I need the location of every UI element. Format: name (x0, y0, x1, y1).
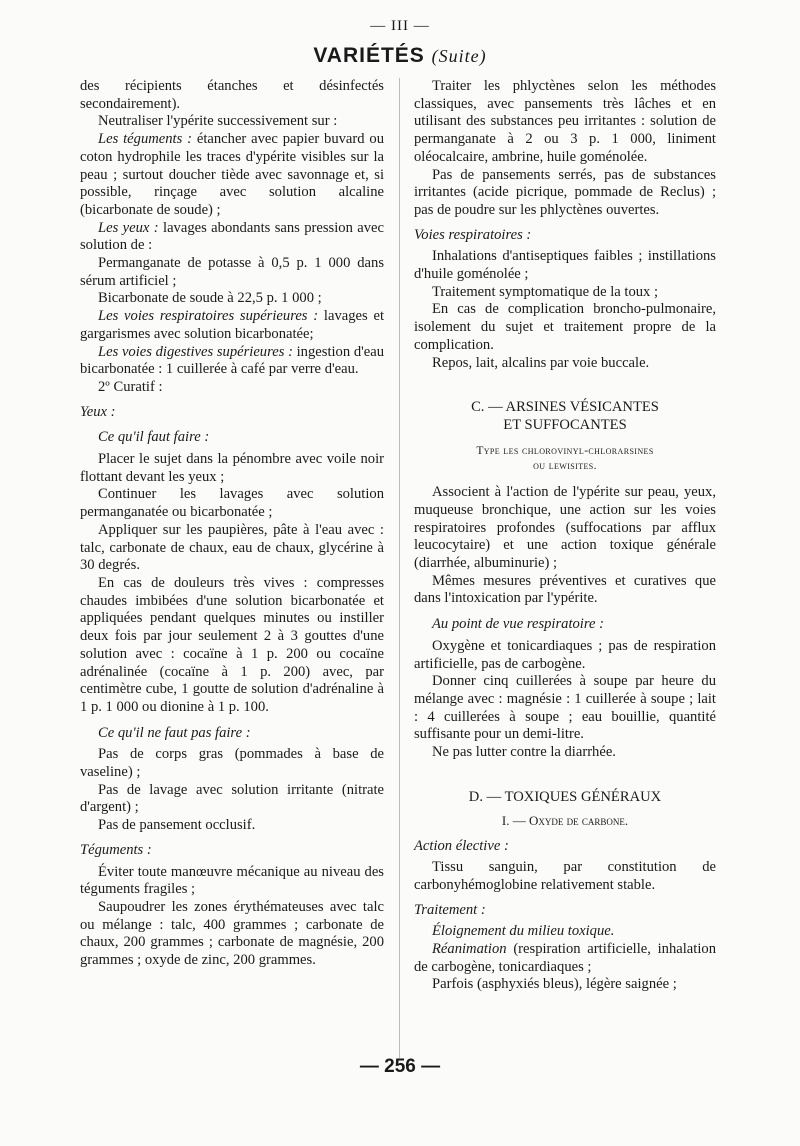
section-heading: Téguments : (80, 841, 152, 858)
subsection-heading: Ce qu'il faut faire : (98, 429, 210, 446)
paragraph: Pas de pansements serrés, pas de substances irritantes (acide picrique, pommade de Reclus) ; pas de poudre sur les phlyctènes ouvertes. (414, 166, 716, 218)
subsection-heading: Ce qu'il ne faut pas faire : (98, 724, 251, 741)
paragraph (80, 344, 384, 379)
paragraph: Permanganate de potasse à 0,5 p. 1 000 dans sérum artificiel ; (80, 255, 384, 289)
page-number: — 256 — (359, 1056, 441, 1077)
paragraph: Mêmes mesures préventives et curatives que dans l'intoxication par l'ypérite. (414, 572, 716, 607)
paragraph (414, 941, 716, 976)
paragraph: Pas de corps gras (pommades à base de vaseline) ; (80, 746, 384, 781)
paragraph: Neutraliser l'ypérite successivement sur : (98, 113, 338, 130)
paragraph: Associent à l'action de l'ypérite sur peau, yeux, muqueuse bronchique, une action sur les voies respiratoires profondes (suffocations par afflux leucocytaire) et une action toxique générale (diarrhée, albuminurie) ; (414, 484, 716, 572)
paragraph: Pas de pansement occlusif. (98, 817, 256, 834)
paragraph: Oxygène et tonicardiaques ; pas de respiration artificielle, pas de carbogène. (414, 637, 716, 672)
inline-label: Les voies digestives supérieures : (98, 343, 293, 360)
paragraph: Bicarbonate de soude à 22,5 p. 1 000 ; (98, 290, 322, 307)
paragraph: Éviter toute manœuvre mécanique au niveau des téguments fragiles ; (80, 863, 384, 898)
column-divider (399, 78, 400, 1058)
inline-label: Réanimation (432, 941, 507, 958)
paragraph: Appliquer sur les paupières, pâte à l'eau avec : talc, carbonate de chaux, eau de chaux, glycérine à 30 degrés. (80, 521, 384, 574)
paragraph: Inhalations d'antiseptiques faibles ; instillations d'huile goménolée ; (414, 248, 716, 283)
paragraph (80, 131, 384, 220)
section-title-d: D. — TOXIQUES GÉNÉRAUX (468, 788, 662, 805)
section-heading: Yeux : (80, 403, 116, 420)
inline-text: lavages et gargarismes avec solution bicarbonatée; (80, 308, 385, 342)
paragraph: Saupoudrer les zones érythémateuses avec talc ou mélange : talc, 400 grammes ; carbonate de chaux, 200 grammes ; carbonate de magnésie, 200 grammes ; oxyde de zinc, 200 grammes. (80, 898, 384, 969)
paragraph: Pas de lavage avec solution irritante (nitrate d'argent) ; (80, 781, 384, 816)
paragraph: Parfois (asphyxiés bleus), légère saignée ; (432, 976, 677, 993)
inline-text: ingestion d'eau bicarbonatée : 1 cuillerée à café par verre d'eau. (80, 343, 384, 378)
paragraph: Traitement symptomatique de la toux ; (432, 283, 659, 300)
inline-text: étancher avec papier buvard ou coton hydrophile les traces d'ypérite visibles sur la peau ; surtout doucher tiède avec savonnage et, si possible, rinçage avec solution alcaline (bicarbonate de soude) ; (80, 131, 384, 218)
section-title-line: C. — ARSINES VÉSICANTES (471, 399, 659, 416)
paragraph: Traiter les phlyctènes selon les méthodes classiques, avec pansements très lâches et en utilisant des substances peu irritantes : solution de permanganate à 2 ou 3 p. 1 000, liniment oléocalcaire, ambrine, huile goménolée. (414, 78, 716, 165)
paragraph: 2º Curatif : (98, 378, 163, 395)
paragraph: Continuer les lavages avec solution permanganatée ou bicarbonatée ; (80, 486, 384, 521)
paragraph: Ne pas lutter contre la diarrhée. (432, 744, 616, 761)
left-column (80, 78, 384, 970)
paragraph: Repos, lait, alcalins par voie buccale. (432, 354, 650, 371)
inline-label: Les téguments : (98, 131, 193, 148)
inline-text: lavages abondants sans pression avec solution de : (80, 219, 384, 254)
page-roman-numeral: — III — (370, 18, 430, 34)
inline-label: Les yeux : (98, 219, 159, 236)
section-title-c (414, 398, 716, 434)
paragraph: Donner cinq cuillerées à soupe par heure du mélange avec : magnésie : 1 cuillerée à soupe ; lait : 4 cuillerées à soupe ; eau bouillie, quantité suffisante pour un demi-litre. (414, 673, 716, 743)
paragraph: Éloignement du milieu toxique. (432, 923, 615, 940)
title-suffix: (Suite) (431, 46, 487, 66)
paragraph (80, 220, 384, 255)
paragraph (80, 308, 384, 343)
subsection-oxyde: I. — Oxyde de carbone. (501, 812, 629, 828)
subsection-heading: Au point de vue respiratoire : (432, 616, 604, 633)
title-main: VARIÉTÉS (313, 44, 425, 67)
right-column (414, 78, 716, 994)
paragraph: Placer le sujet dans la pénombre avec voile noir flottant devant les yeux ; (80, 451, 384, 485)
subsection-type (414, 444, 716, 474)
section-title-line: ET SUFFOCANTES (503, 417, 627, 434)
paragraph: En cas de complication broncho-pulmonaire, isolement du sujet et traitement propre de la complication. (414, 301, 716, 353)
inline-label: Les voies respiratoires supérieures : (98, 308, 319, 325)
subsection-line: Type les chlorovinyl-chlorarsines (476, 445, 654, 458)
page-title (0, 44, 800, 68)
paragraph: Tissu sanguin, par constitution de carbonyhémoglobine relativement stable. (414, 859, 716, 893)
section-heading: Action élective : (414, 837, 509, 854)
subsection-line: ou lewisites. (533, 460, 597, 473)
paragraph: En cas de douleurs très vives : compresses chaudes imbibées d'une solution bicarbonatée et appliquées pendant quelques minutes ou instiller deux fois par jour seulement 2 à 3 gouttes d'une solution avec : cocaïne à 1 p. 200 ou cocaïne adrénalinée (cocaïne à 1 p. 200) avec, par centimètre cube, 1 goutte de solution d'adrénaline à 1 p. 1 000 ou dionine à 1 p. 100. (80, 574, 384, 715)
section-heading: Traitement : (414, 901, 486, 918)
section-heading: Voies respiratoires : (414, 226, 532, 243)
paragraph: des récipients étanches et désinfectés secondairement). (80, 78, 384, 112)
inline-text: (respiration artificielle, inhalation de carbogène, tonicardiaques ; (414, 941, 716, 975)
